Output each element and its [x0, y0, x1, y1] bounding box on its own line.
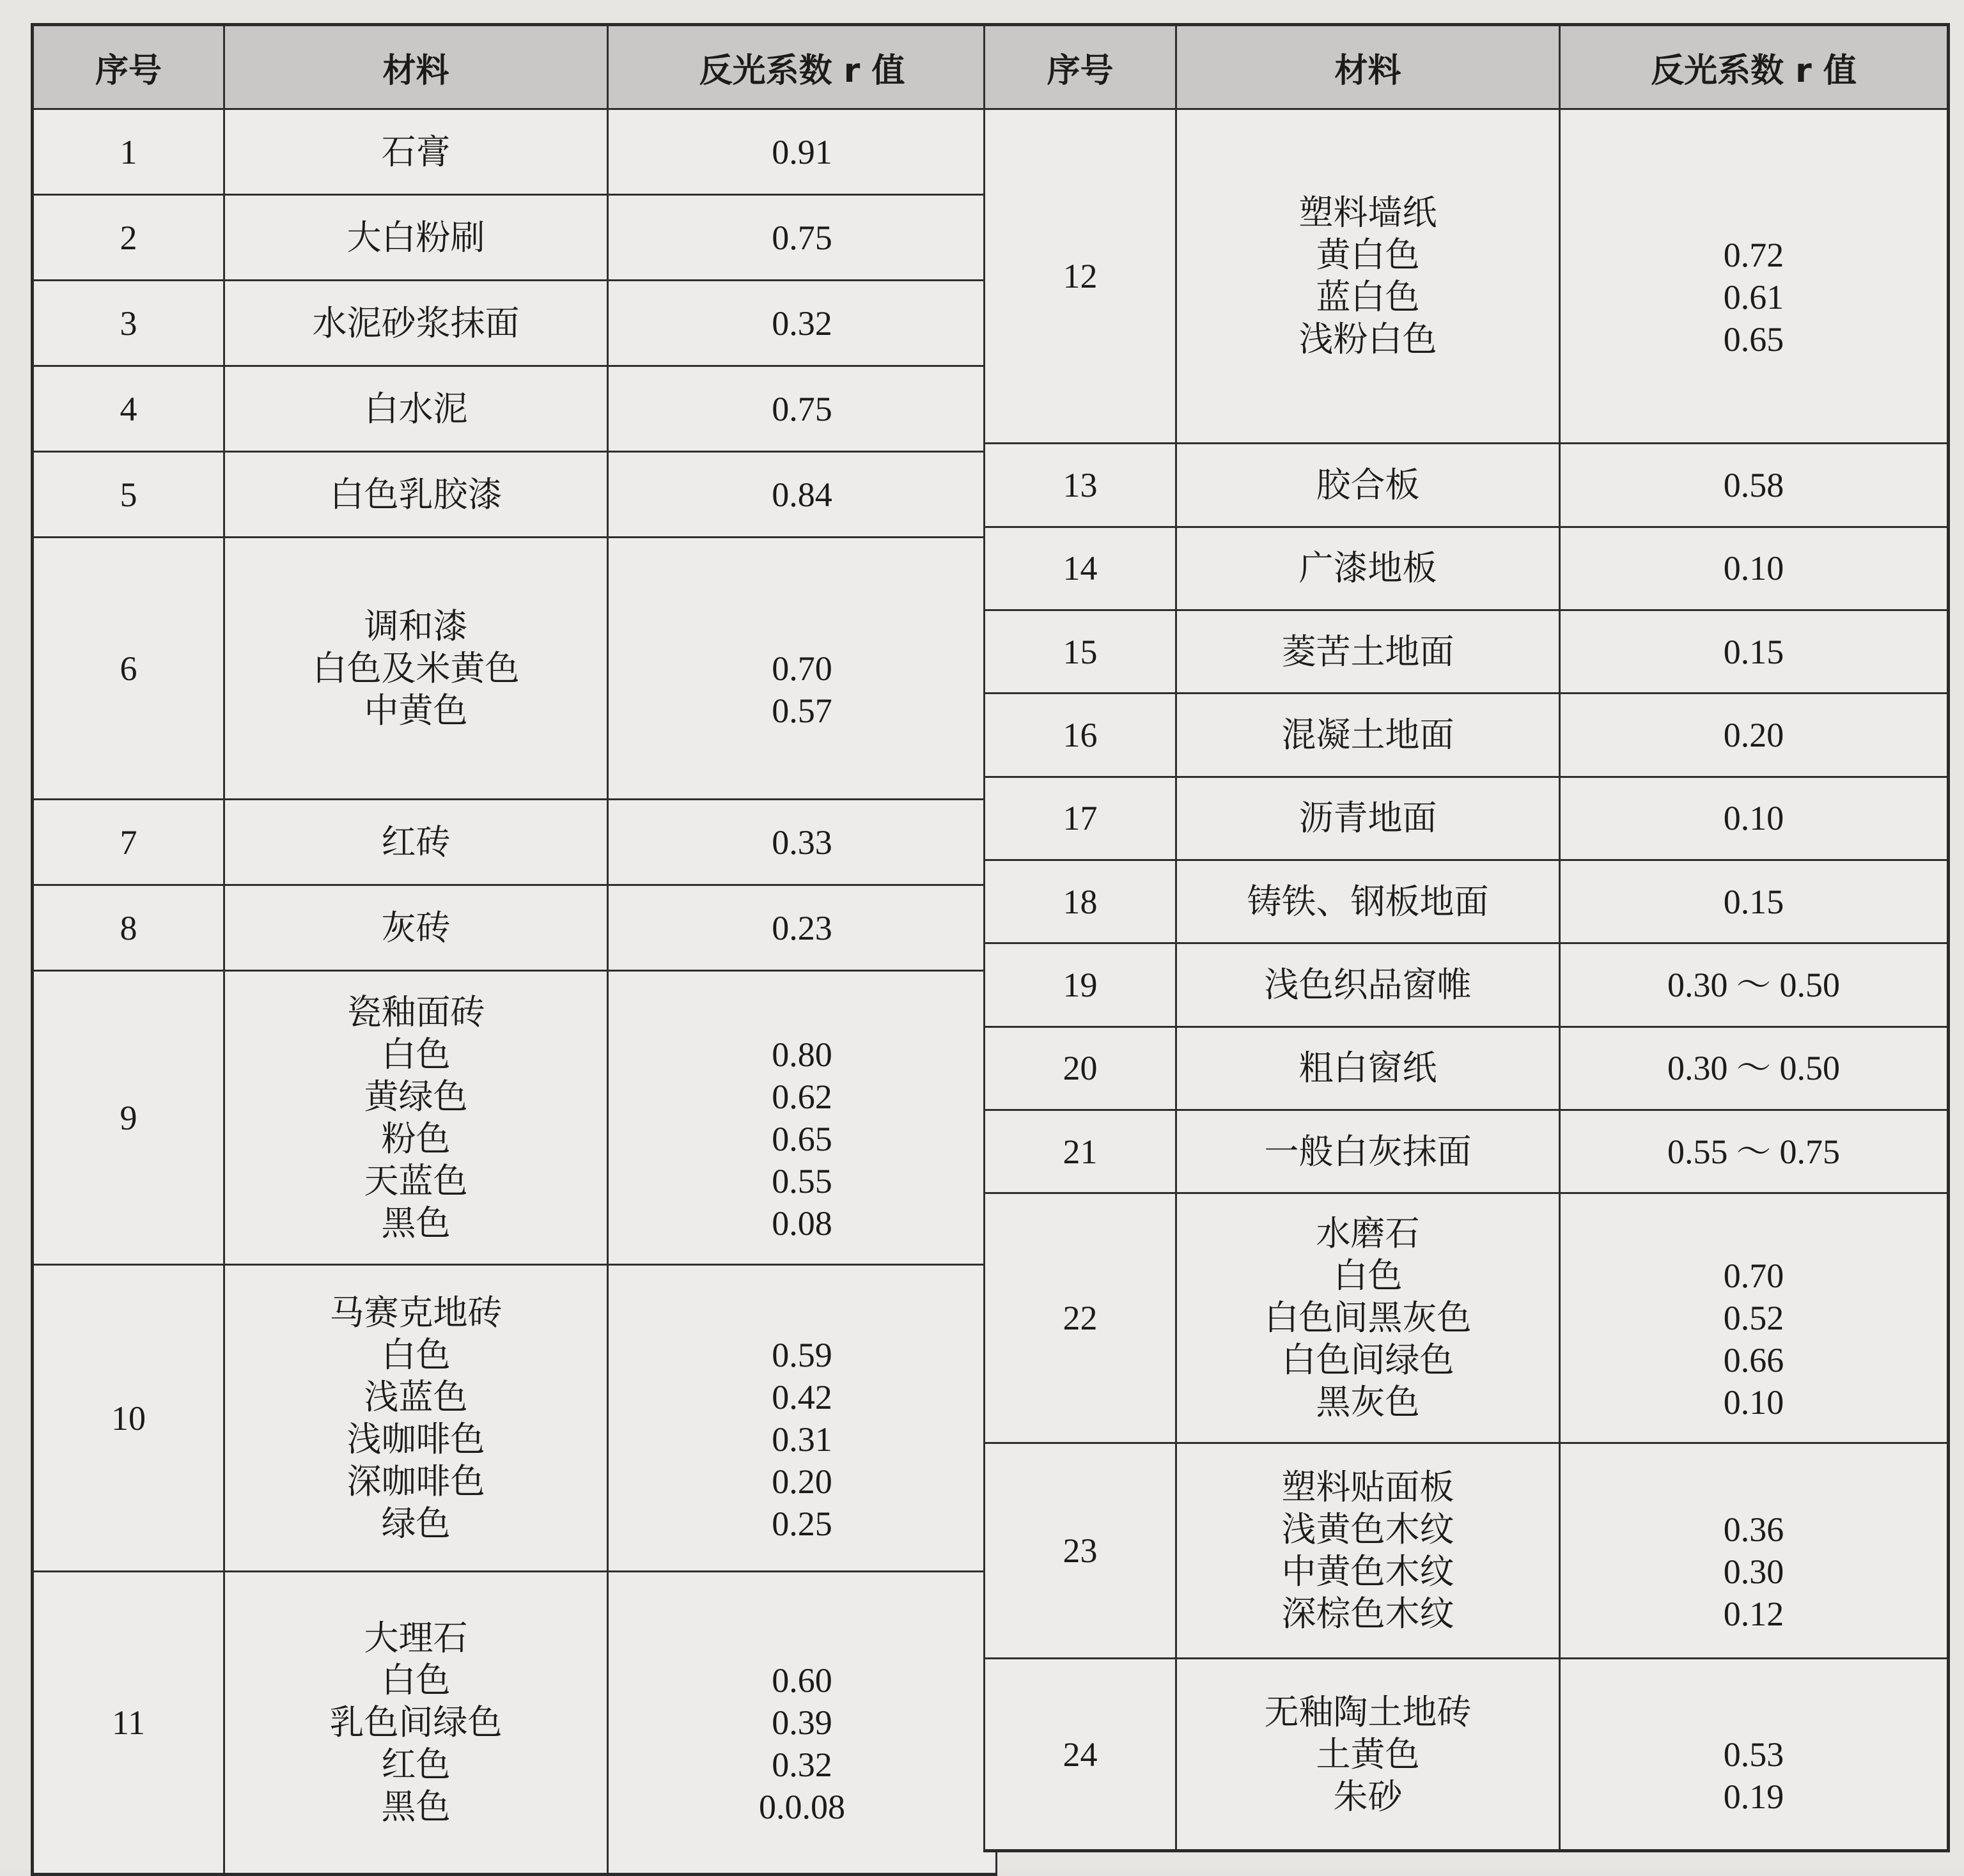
material-name: 红砖 [381, 821, 451, 862]
material-cell [1176, 610, 1560, 694]
material-name: 石膏 [381, 131, 451, 172]
reflectance-cell [1560, 1659, 1949, 1851]
table-row [33, 195, 997, 281]
reflectance-value: 0.70 [772, 649, 832, 688]
reflectance-cell [608, 1572, 997, 1875]
material-name: 一般白灰抹面 [1264, 1131, 1472, 1172]
material-variant: 白色间绿色 [1281, 1340, 1454, 1381]
material-name: 白水泥 [364, 388, 468, 429]
reflectance-value: 0.91 [772, 132, 832, 171]
material-cell [1176, 943, 1560, 1027]
material-name: 铸铁、钢板地面 [1247, 881, 1489, 922]
material-variant: 浅咖啡色 [347, 1418, 485, 1459]
reflectance-value: 0.32 [772, 304, 832, 343]
value-spacer [1724, 1213, 1784, 1255]
material-name: 塑料贴面板 [1281, 1467, 1454, 1508]
reflectance-cell [608, 885, 997, 971]
material-variant: 白色间黑灰色 [1264, 1298, 1472, 1338]
table-row [985, 943, 1949, 1027]
material-cell [1176, 527, 1560, 610]
table-header-row [33, 25, 997, 109]
material-name: 塑料墙纸 [1298, 192, 1437, 233]
table-row [985, 1110, 1949, 1193]
row-number: 2 [33, 195, 224, 281]
material-variant: 乳色间绿色 [329, 1702, 503, 1742]
table-row [985, 1193, 1949, 1443]
material-name: 浅色织品窗帷 [1264, 964, 1472, 1005]
material-name: 白色乳胶漆 [329, 474, 503, 515]
material-name: 混凝土地面 [1281, 714, 1454, 755]
header-value: 反光系数 r 值 [608, 25, 997, 109]
reflectance-value: 0.75 [772, 389, 832, 428]
material-variant: 浅蓝色 [364, 1376, 468, 1417]
reflectance-cell [608, 800, 997, 885]
reflectance-value: 0.55 ～ 0.75 [1667, 1132, 1840, 1171]
reflectance-value: 0.66 [1723, 1341, 1784, 1380]
reflectance-value: 0.10 [1723, 549, 1784, 588]
material-cell [224, 195, 608, 281]
reflectance-value: 0.65 [1723, 320, 1784, 359]
reflectance-cell [1560, 444, 1949, 527]
reflectance-value: 0.12 [1723, 1595, 1784, 1634]
material-cell [1176, 1027, 1560, 1110]
row-number: 24 [985, 1659, 1176, 1851]
material-name: 水泥砂浆抹面 [312, 302, 520, 343]
header-material: 材料 [224, 25, 608, 109]
table-row [985, 1443, 1949, 1659]
material-cell [1176, 860, 1560, 943]
reflectance-value: 0.08 [772, 1204, 832, 1243]
reflectance-value: 0.84 [772, 475, 832, 514]
table-row [33, 971, 997, 1265]
material-cell [224, 366, 608, 452]
material-name: 灰砖 [381, 907, 451, 948]
material-variant: 深棕色木纹 [1281, 1593, 1454, 1634]
material-variant: 浅粉白色 [1298, 319, 1437, 360]
material-variant: 红色 [381, 1744, 451, 1785]
reflectance-value: 0.42 [772, 1377, 832, 1416]
material-cell [1176, 109, 1560, 444]
row-number: 8 [33, 885, 224, 971]
reflectance-cell [1560, 1193, 1949, 1443]
row-number: 3 [33, 281, 224, 366]
reflectance-cell [1560, 943, 1949, 1027]
table-row [985, 1659, 1949, 1851]
reflectance-cell [1560, 1110, 1949, 1193]
reflectance-value: 0.58 [1723, 466, 1784, 504]
material-variant: 黑灰色 [1316, 1382, 1420, 1423]
material-cell [224, 885, 608, 971]
material-cell [1176, 1110, 1560, 1193]
row-number: 5 [33, 452, 224, 538]
material-name: 水磨石 [1316, 1213, 1420, 1254]
row-number: 7 [33, 800, 224, 885]
reflectance-value: 0.53 [1723, 1735, 1784, 1774]
reflectance-value: 0.72 [1723, 236, 1784, 275]
table-row [33, 366, 997, 452]
reflectance-cell [608, 109, 997, 195]
table-row [985, 694, 1949, 777]
row-number: 9 [33, 971, 224, 1265]
material-name: 胶合板 [1316, 465, 1420, 505]
row-number: 17 [985, 777, 1176, 860]
reflectance-cell [608, 971, 997, 1265]
table-row [985, 527, 1949, 610]
table-row [985, 444, 1949, 527]
material-cell [224, 800, 608, 885]
value-spacer [759, 1617, 845, 1659]
reflectance-value: 0.20 [1723, 715, 1784, 754]
table-row [33, 1572, 997, 1875]
row-number: 22 [985, 1193, 1176, 1443]
reflectance-value: 0.0.08 [759, 1788, 845, 1826]
material-cell [224, 1572, 608, 1875]
material-variant: 朱砂 [1333, 1776, 1403, 1817]
material-variant: 中黄色 [364, 690, 468, 731]
material-variant: 土黄色 [1316, 1733, 1420, 1774]
table-row [985, 1027, 1949, 1110]
reflectance-table-right [983, 23, 1950, 1852]
reflectance-cell [1560, 860, 1949, 943]
material-cell [224, 538, 608, 800]
table-row [33, 1265, 997, 1572]
value-spacer [1724, 192, 1784, 234]
header-no: 序号 [985, 25, 1176, 109]
material-variant: 黑色 [381, 1787, 451, 1827]
row-number: 4 [33, 366, 224, 452]
reflectance-value: 0.30 ～ 0.50 [1667, 965, 1840, 1004]
row-number: 13 [985, 444, 1176, 527]
table-row [985, 610, 1949, 694]
material-variant: 深咖啡色 [347, 1461, 485, 1501]
reflectance-value: 0.30 [1723, 1553, 1784, 1592]
reflectance-value: 0.10 [1723, 1383, 1784, 1422]
reflectance-cell [608, 366, 997, 452]
row-number: 19 [985, 943, 1176, 1027]
reflectance-value: 0.70 [1723, 1257, 1784, 1296]
reflectance-value: 0.31 [772, 1420, 832, 1459]
row-number: 1 [33, 109, 224, 195]
material-cell [1176, 1659, 1560, 1851]
row-number: 21 [985, 1110, 1176, 1193]
material-variant: 黑色 [381, 1202, 451, 1243]
material-variant: 中黄色木纹 [1281, 1551, 1454, 1592]
material-cell [224, 1265, 608, 1572]
reflectance-value: 0.15 [1723, 632, 1784, 671]
header-no: 序号 [33, 25, 224, 109]
table-row [33, 452, 997, 538]
reflectance-value: 0.65 [772, 1119, 832, 1158]
reflectance-value: 0.15 [1723, 882, 1784, 921]
reflectance-cell [1560, 1443, 1949, 1659]
material-cell [224, 971, 608, 1265]
material-cell [224, 109, 608, 195]
reflectance-value: 0.19 [1723, 1777, 1784, 1816]
reflectance-value: 0.20 [772, 1462, 832, 1501]
row-number: 6 [33, 538, 224, 800]
row-number: 14 [985, 527, 1176, 610]
row-number: 16 [985, 694, 1176, 777]
material-variant: 绿色 [381, 1503, 451, 1544]
reflectance-value: 0.33 [772, 823, 832, 862]
material-name: 马赛克地砖 [329, 1292, 503, 1333]
table-row [33, 800, 997, 885]
reflectance-cell [1560, 694, 1949, 777]
material-name: 大白粉刷 [347, 217, 485, 258]
material-variant: 天蓝色 [364, 1160, 468, 1201]
material-variant: 粉色 [381, 1118, 451, 1159]
table-row [33, 538, 997, 800]
header-material: 材料 [1176, 25, 1560, 109]
row-number: 23 [985, 1443, 1176, 1659]
reflectance-cell [608, 281, 997, 366]
row-number: 12 [985, 109, 1176, 444]
material-variant: 蓝白色 [1316, 277, 1420, 318]
reflectance-value: 0.60 [772, 1661, 832, 1700]
value-spacer [772, 605, 832, 647]
material-cell [224, 452, 608, 538]
reflectance-value: 0.62 [772, 1077, 832, 1116]
material-cell [1176, 1443, 1560, 1659]
reflectance-value: 0.23 [772, 908, 832, 947]
value-spacer [1724, 1691, 1784, 1733]
row-number: 18 [985, 860, 1176, 943]
material-name: 无釉陶土地砖 [1264, 1691, 1472, 1732]
material-cell [1176, 777, 1560, 860]
material-variant: 浅黄色木纹 [1281, 1509, 1454, 1550]
reflectance-cell [608, 452, 997, 538]
reflectance-value: 0.55 [772, 1161, 832, 1200]
row-number: 11 [33, 1572, 224, 1875]
row-number: 20 [985, 1027, 1176, 1110]
reflectance-cell [1560, 777, 1949, 860]
material-cell [1176, 1193, 1560, 1443]
reflectance-value: 0.25 [772, 1504, 832, 1543]
table-row [33, 281, 997, 366]
reflectance-cell [608, 1265, 997, 1572]
reflectance-value: 0.59 [772, 1335, 832, 1374]
value-spacer [772, 991, 832, 1034]
value-spacer [772, 1292, 832, 1334]
reflectance-cell [1560, 1027, 1949, 1110]
reflectance-cell [608, 538, 997, 800]
material-variant: 白色 [381, 1334, 451, 1375]
material-variant: 白色 [381, 1660, 451, 1700]
material-name: 调和漆 [364, 605, 468, 646]
reflectance-value: 0.30 ～ 0.50 [1667, 1049, 1840, 1088]
material-cell [1176, 694, 1560, 777]
reflectance-value: 0.52 [1723, 1299, 1784, 1338]
material-name: 瓷釉面砖 [347, 991, 485, 1032]
row-number: 10 [33, 1265, 224, 1572]
reflectance-cell [1560, 109, 1949, 444]
material-variant: 黄白色 [1316, 235, 1420, 275]
reflectance-value: 0.10 [1723, 799, 1784, 838]
reflectance-value: 0.80 [772, 1035, 832, 1074]
table-row [33, 885, 997, 971]
reflectance-value: 0.75 [772, 218, 832, 257]
reflectance-cell [1560, 610, 1949, 694]
material-name: 沥青地面 [1298, 798, 1437, 839]
material-cell [224, 281, 608, 366]
reflectance-value: 0.61 [1723, 278, 1784, 317]
material-name: 大理石 [364, 1618, 468, 1658]
table-row [33, 109, 997, 195]
reflectance-table-left [31, 23, 997, 1876]
table-row [985, 777, 1949, 860]
table-row [985, 109, 1949, 444]
material-name: 粗白窗纸 [1298, 1048, 1437, 1089]
material-variant: 白色及米黄色 [312, 647, 520, 688]
table-row [985, 860, 1949, 943]
reflectance-value: 0.39 [772, 1703, 832, 1742]
value-spacer [1724, 1466, 1784, 1508]
reflectance-cell [608, 195, 997, 281]
table-header-row [985, 25, 1949, 109]
reflectance-value: 0.36 [1723, 1510, 1784, 1549]
reflectance-value: 0.57 [772, 691, 832, 730]
material-variant: 白色 [1333, 1255, 1403, 1296]
header-value: 反光系数 r 值 [1560, 25, 1949, 109]
material-variant: 白色 [381, 1034, 451, 1074]
material-variant: 黄绿色 [364, 1076, 468, 1117]
material-name: 菱苦土地面 [1281, 631, 1454, 672]
reflectance-value: 0.32 [772, 1746, 832, 1784]
material-name: 广漆地板 [1298, 548, 1437, 589]
material-cell [1176, 444, 1560, 527]
reflectance-cell [1560, 527, 1949, 610]
row-number: 15 [985, 610, 1176, 694]
